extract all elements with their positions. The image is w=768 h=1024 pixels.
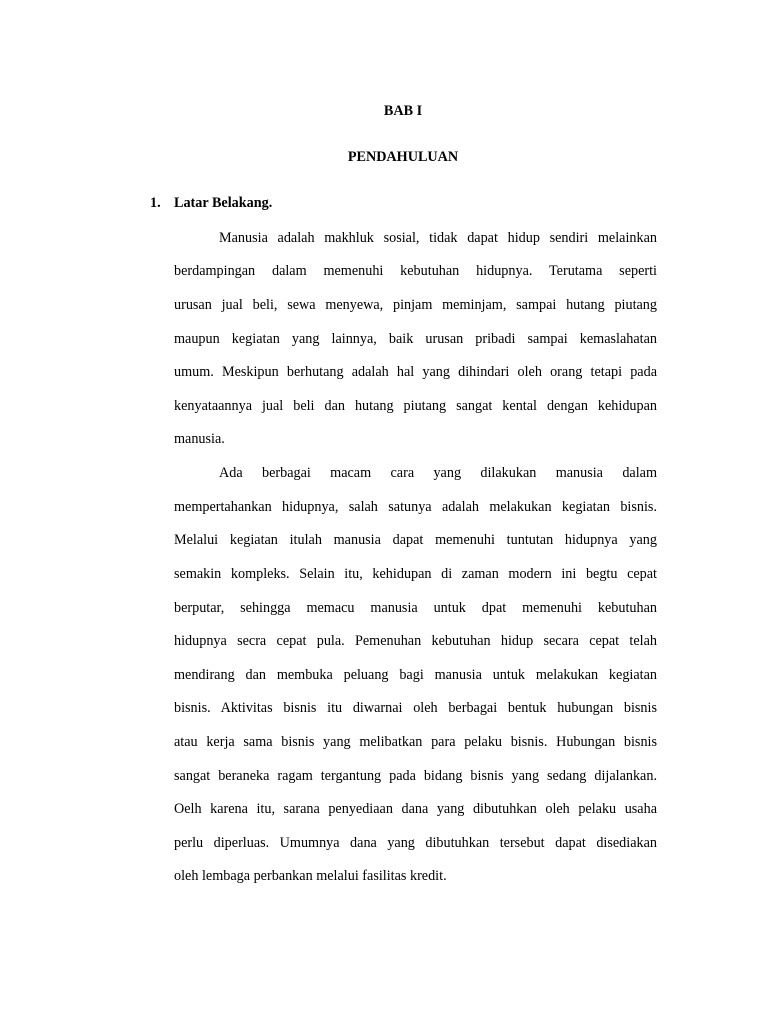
paragraph-line: mendirang dan membuka peluang bagi manusia untuk melakukan kegiatan [174,667,657,683]
paragraph-line: urusan jual beli, sewa menyewa, pinjam meminjam, sampai hutang piutang [174,297,657,313]
paragraph-line: bisnis. Aktivitas bisnis itu diwarnai oleh berbagai bentuk hubungan bisnis [174,700,657,716]
paragraph-line: Melalui kegiatan itulah manusia dapat memenuhi tuntutan hidupnya yang [174,532,657,548]
paragraph-line: semakin kompleks. Selain itu, kehidupan di zaman modern ini begtu cepat [174,566,657,582]
paragraph-line: hidupnya secra cepat pula. Pemenuhan kebutuhan hidup secara cepat telah [174,633,657,649]
paragraph-line: Oelh karena itu, sarana penyediaan dana yang dibutuhkan oleh pelaku usaha [174,801,657,817]
paragraph-line: atau kerja sama bisnis yang melibatkan para pelaku bisnis. Hubungan bisnis [174,734,657,750]
paragraph-line: umum. Meskipun berhutang adalah hal yang dihindari oleh orang tetapi pada [174,364,657,380]
chapter-title: PENDAHULUAN [347,149,459,165]
section-title: Latar Belakang. [174,195,273,211]
paragraph-line: Manusia adalah makhluk sosial, tidak dapat hidup sendiri melainkan [219,230,657,246]
paragraph-line: oleh lembaga perbankan melalui fasilitas kredit. [174,868,447,884]
section-number: 1. [150,195,161,211]
paragraph-line: sangat beraneka ragam tergantung pada bidang bisnis yang sedang dijalankan. [174,768,657,784]
paragraph-line: perlu diperluas. Umumnya dana yang dibutuhkan tersebut dapat disediakan [174,835,657,851]
paragraph-line: berdampingan dalam memenuhi kebutuhan hidupnya. Terutama seperti [174,263,657,279]
paragraph-line: berputar, sehingga memacu manusia untuk dpat memenuhi kebutuhan [174,600,657,616]
paragraph-line: kenyataannya jual beli dan hutang piutang sangat kental dengan kehidupan [174,398,657,414]
paragraph-line: Ada berbagai macam cara yang dilakukan manusia dalam [219,465,657,481]
chapter-label: BAB I [383,103,423,119]
section-heading [150,195,272,212]
paragraph-line: maupun kegiatan yang lainnya, baik urusan pribadi sampai kemaslahatan [174,331,657,347]
paragraph-line: mempertahankan hidupnya, salah satunya adalah melakukan kegiatan bisnis. [174,499,657,515]
paragraph-line: manusia. [174,431,225,447]
